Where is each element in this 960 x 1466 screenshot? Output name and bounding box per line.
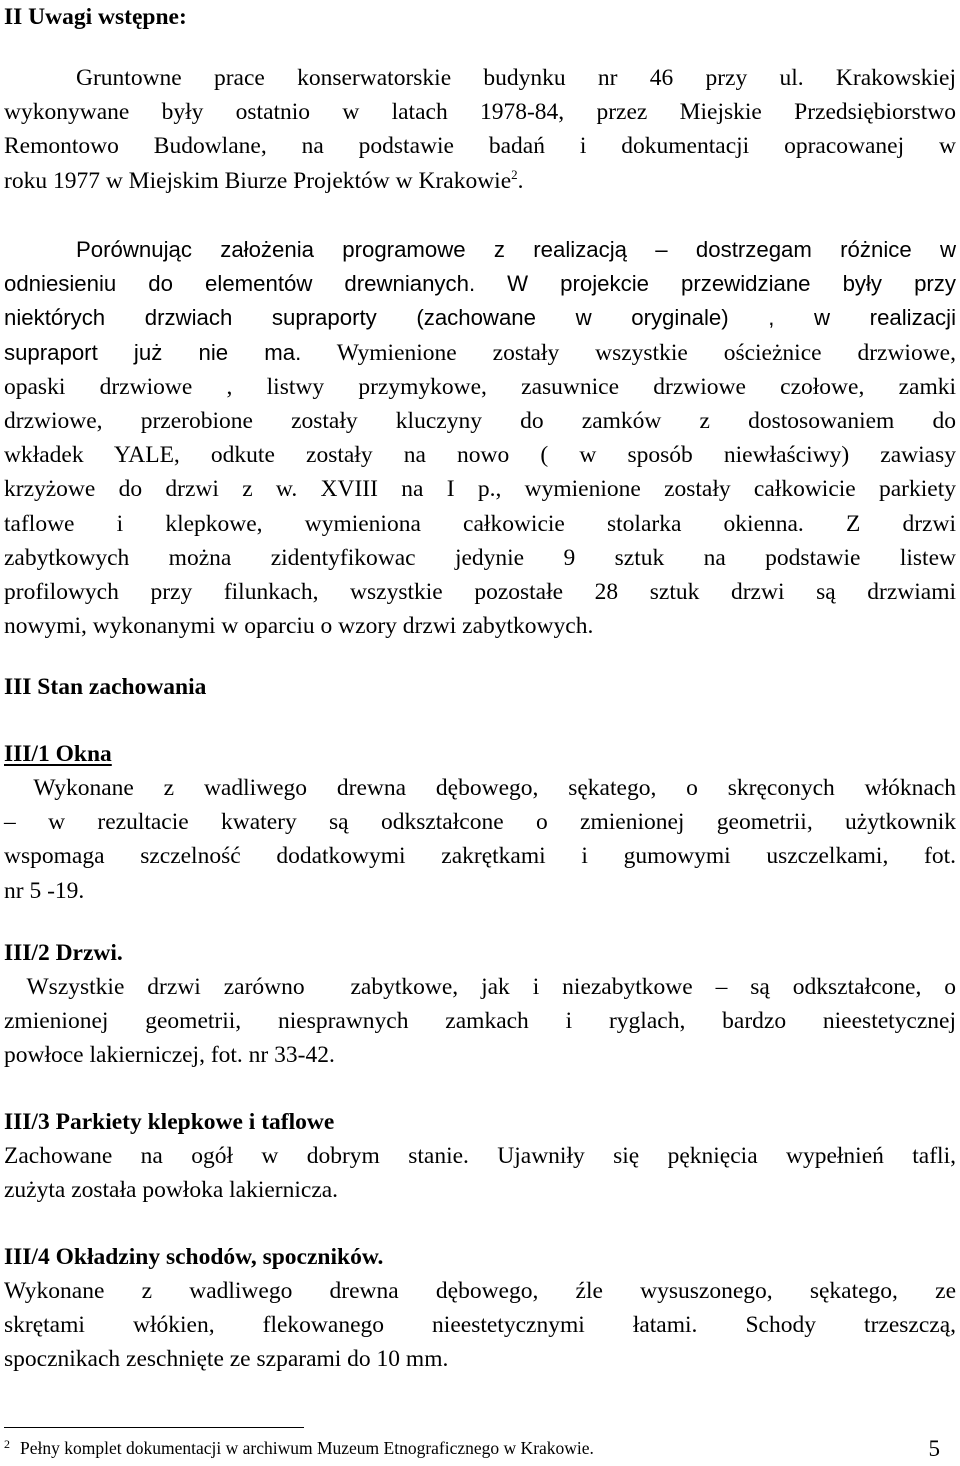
subsection-heading-parkiety: III/3 Parkiety klepkowe i taflowe xyxy=(4,1109,335,1135)
paragraph-line: Gruntowne prace konserwatorskie budynku nr 46 przy ul. Krakowskiej xyxy=(76,65,956,91)
paragraph-line: niektórych drzwiach supraporty (zachowane w oryginale) , w realizacji xyxy=(4,305,956,331)
paragraph-intro xyxy=(4,61,956,198)
paragraph-line: skrętami włókien, flekowanego nieestetycznymi łatami. Schody trzeszczą, xyxy=(4,1312,956,1339)
paragraph-line: taflowe i klepkowe, wymieniona całkowicie stolarka okienna. Z drzwi xyxy=(4,510,956,537)
paragraph-line: Wykonane z wadliwego drewna dębowego, sękatego, o skręconych włóknach xyxy=(4,775,956,801)
paragraph-line-mixed xyxy=(4,336,956,370)
paragraph-line: profilowych przy filunkach, wszystkie pozostałe 28 sztuk drzwi są drzwiami xyxy=(4,578,956,605)
paragraph-line-serif-part: Wymienione zostały wszystkie ościeżnice drzwiowe, xyxy=(301,339,956,366)
footnote xyxy=(4,1437,594,1459)
paragraph-okna xyxy=(4,771,956,908)
paragraph-comparison xyxy=(4,233,956,643)
paragraph-line: odniesieniu do elementów drewnianych. W projekcie przewidziane były przy xyxy=(4,271,956,297)
paragraph-line: drzwiowe, przerobione zostały kluczyny do zamków z dostosowaniem do xyxy=(4,407,956,434)
footnote-number: 2 xyxy=(4,1437,10,1451)
paragraph-line: wspomaga szczelność dodatkowymi zakrętkami i gumowymi uszczelkami, fot. xyxy=(4,843,956,870)
paragraph-line: – w rezultacie kwatery są odkształcone o zmienionej geometrii, użytkownik xyxy=(4,809,956,836)
paragraph-line: wykonywane były ostatnio w latach 1978-84, przez Miejskie Przedsiębiorstwo xyxy=(4,99,956,126)
section-heading-stan-zachowania: III Stan zachowania xyxy=(4,674,207,700)
paragraph-line-sans-part: supraport już nie ma. xyxy=(4,339,302,365)
subsection-heading-drzwi: III/2 Drzwi. xyxy=(4,940,123,966)
paragraph-drzwi xyxy=(4,970,956,1073)
section-heading-uwagi-wstepne: II Uwagi wstępne: xyxy=(4,4,187,30)
paragraph-line: powłoce lakierniczej, fot. nr 33-42. xyxy=(4,1042,335,1069)
paragraph-line: Remontowo Budowlane, na podstawie badań i dokumentacji opracowanej w xyxy=(4,133,956,160)
paragraph-line: opaski drzwiowe , listwy przymykowe, zasuwnice drzwiowe czołowe, zamki xyxy=(4,373,956,400)
subsection-heading-okna: III/1 Okna xyxy=(4,741,112,767)
footnote-text: Pełny komplet dokumentacji w archiwum Muzeum Etnograficznego w Krakowie. xyxy=(20,1438,594,1458)
subsection-heading-okladziny: III/4 Okładziny schodów, spoczników. xyxy=(4,1244,384,1270)
paragraph-line: zabytkowych można zidentyfikowac jedynie 9 sztuk na podstawie listew xyxy=(4,544,956,571)
paragraph-line: Zachowane na ogół w dobrym stanie. Ujawniły się pęknięcia wypełnień tafli, xyxy=(4,1143,956,1169)
paragraph-line: zmienionej geometrii, niesprawnych zamkach i ryglach, bardzo nieestetycznej xyxy=(4,1008,956,1035)
paragraph-line: spocznikach zeschnięte ze szparami do 10 mm. xyxy=(4,1346,449,1373)
paragraph-line-text: roku 1977 w Miejskim Biurze Projektów w Krakowie xyxy=(4,167,512,194)
paragraph-parkiety xyxy=(4,1139,956,1207)
paragraph-line: nr 5 -19. xyxy=(4,877,85,904)
paragraph-line-with-footnote xyxy=(4,164,956,198)
paragraph-line: wkładek YALE, odkute zostały na nowo ( w sposób niewłaściwy) zawiasy xyxy=(4,442,956,469)
footnote-reference: 2 xyxy=(511,166,518,182)
paragraph-line: Wykonane z wadliwego drewna dębowego, źle wysuszonego, sękatego, ze xyxy=(4,1278,956,1304)
paragraph-okladziny xyxy=(4,1274,956,1377)
paragraph-line: zużyta została powłoka lakiernicza. xyxy=(4,1177,339,1204)
paragraph-line: Porównując założenia programowe z realizacją – dostrzegam różnice w xyxy=(76,237,956,262)
footnote-separator xyxy=(4,1427,304,1428)
page-number: 5 xyxy=(928,1436,940,1461)
paragraph-line: Wszystkie drzwi zarówno zabytkowe, jak i niezabytkowe – są odkształcone, o xyxy=(4,974,956,1000)
paragraph-line: nowymi, wykonanymi w oparciu o wzory drzwi zabytkowych. xyxy=(4,613,594,640)
sentence-end: . xyxy=(517,167,524,194)
paragraph-line: krzyżowe do drzwi z w. XVIII na I p., wymienione zostały całkowicie parkiety xyxy=(4,476,956,503)
